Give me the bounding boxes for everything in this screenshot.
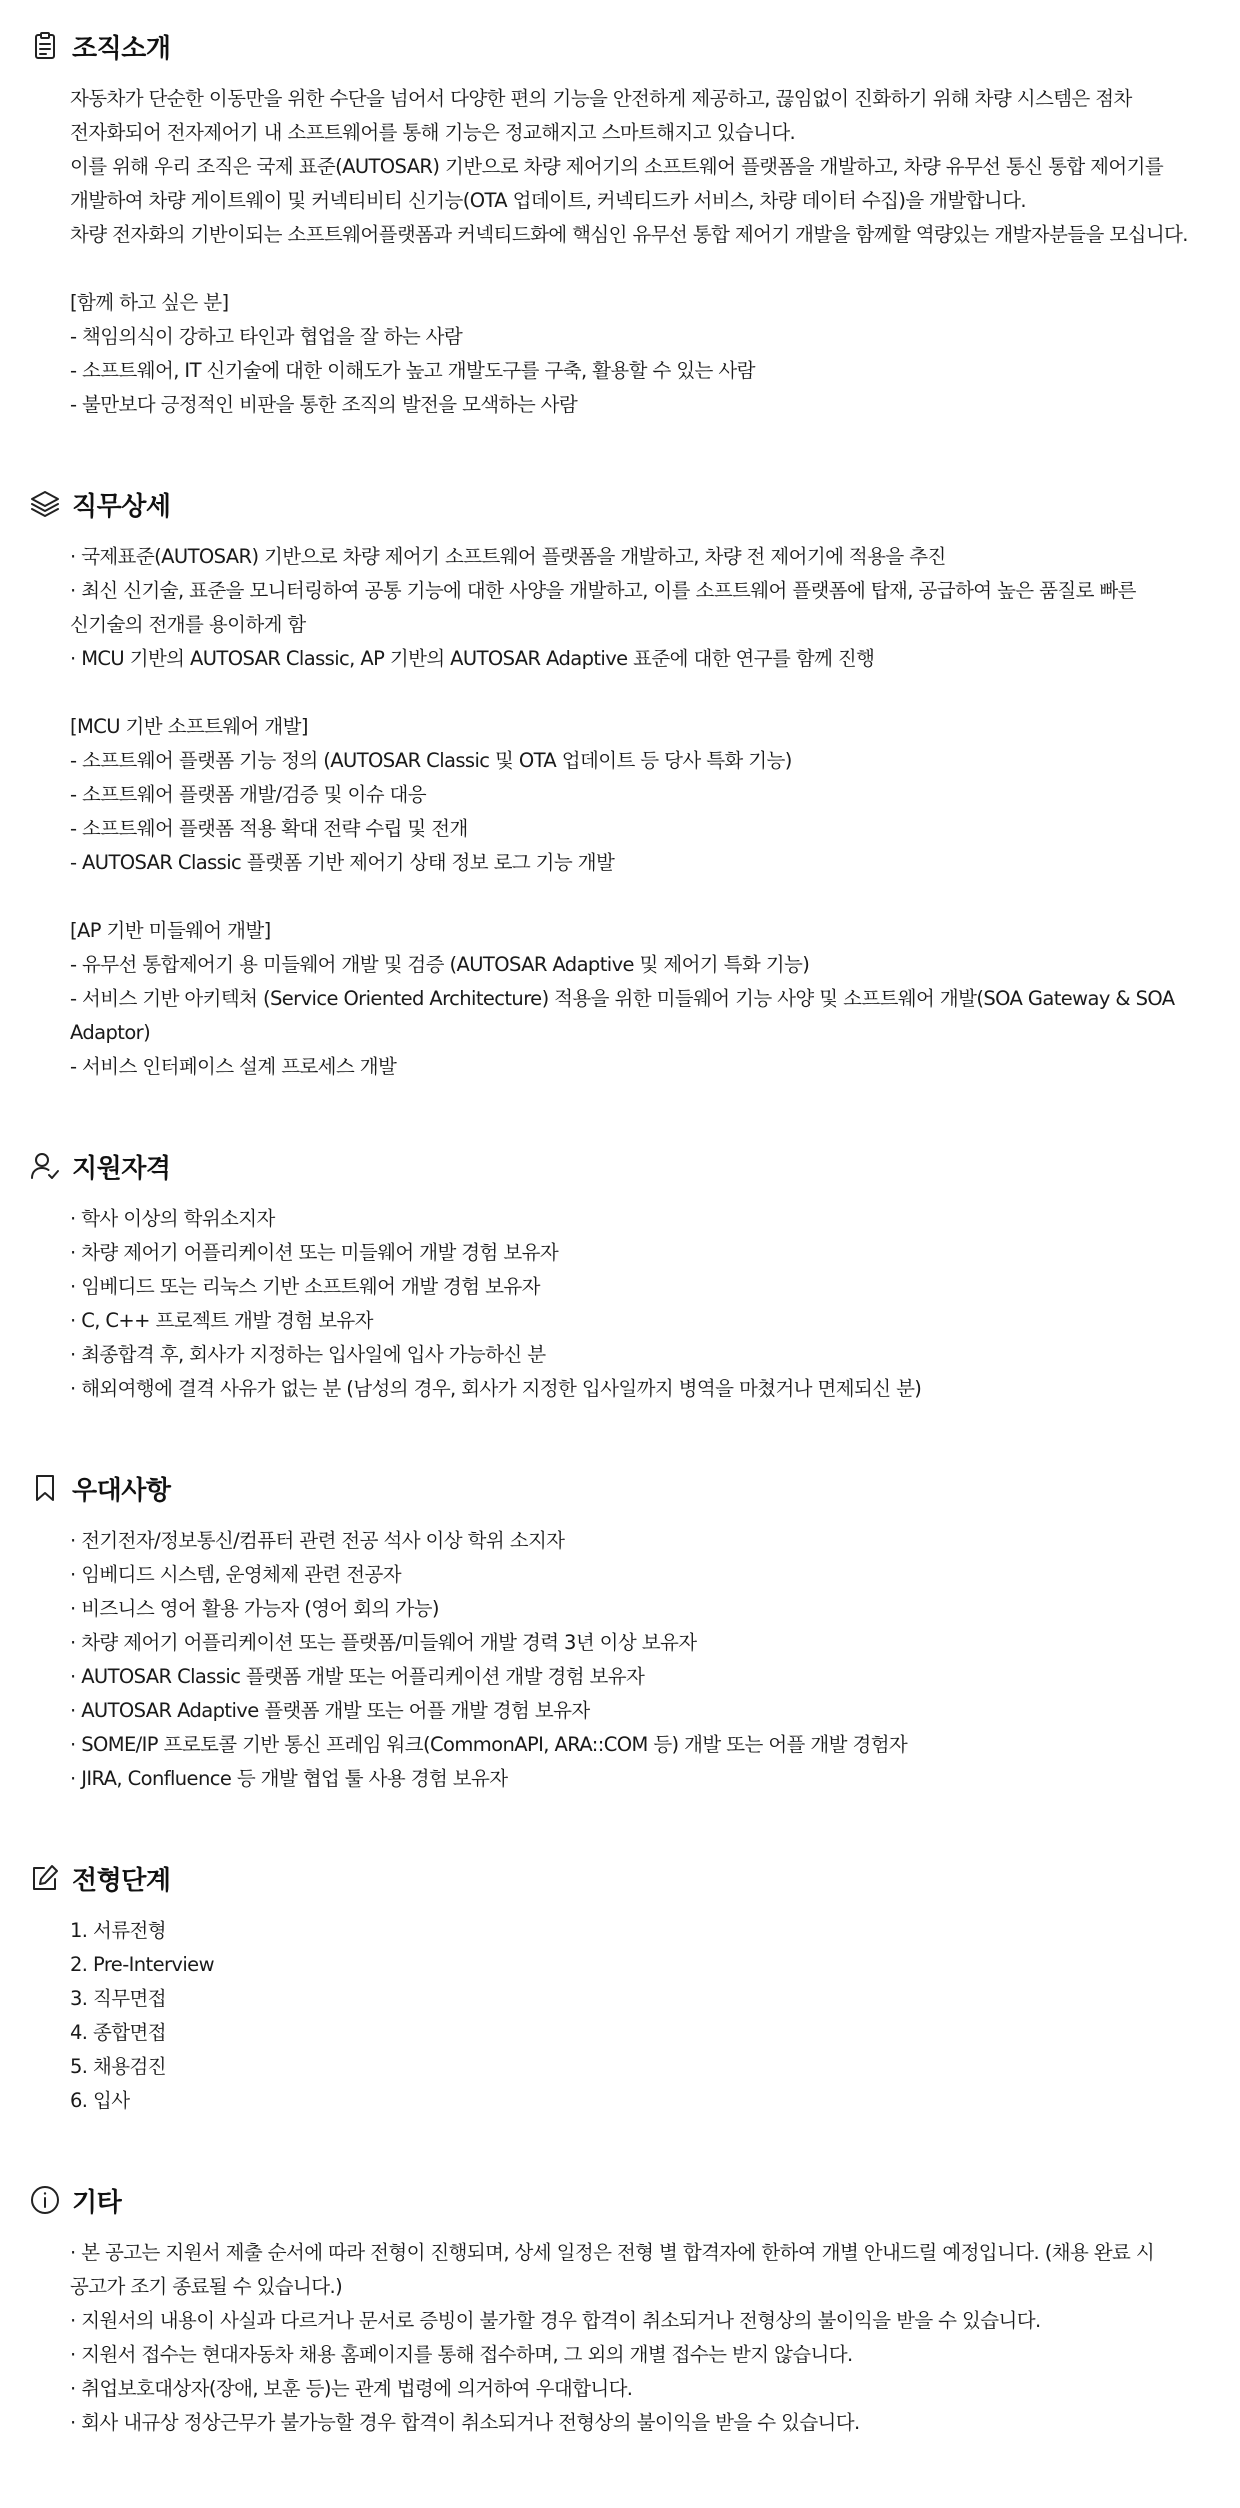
- list-item: · 본 공고는 지원서 제출 순서에 따라 전형이 진행되며, 상세 일정은 전형 별 합격자에 한하여 개별 안내드릴 예정입니다. (채용 완료 시: [70, 2241, 1155, 2264]
- list-item: - 소프트웨어 플랫폼 적용 확대 전략 수립 및 전개: [70, 817, 468, 840]
- clipboard-icon: [28, 29, 62, 63]
- list-item: · 최종합격 후, 회사가 지정하는 입사일에 입사 가능하신 분: [70, 1343, 546, 1366]
- section-org: [0, 22, 1240, 422]
- text-line: 전자화되어 전자제어기 내 소프트웨어를 통해 기능은 정교해지고 스마트해지고 있습니다.: [70, 121, 796, 144]
- section-header: [0, 480, 1240, 528]
- section-process: [0, 1854, 1240, 2118]
- section-title: 전형단계: [72, 1865, 171, 1896]
- text-line: 이를 위해 우리 조직은 국제 표준(AUTOSAR) 기반으로 차량 제어기의 소프트웨어 플랫폼을 개발하고, 차량 유무선 통신 통합 제어기를: [70, 155, 1164, 178]
- list-item: · 취업보호대상자(장애, 보훈 등)는 관계 법령에 의거하여 우대합니다.: [70, 2377, 633, 2400]
- list-item: - AUTOSAR Classic 플랫폼 기반 제어기 상태 정보 로그 기능 개발: [70, 851, 615, 874]
- list-item: · SOME/IP 프로토콜 기반 통신 프레임 워크(CommonAPI, ARA::COM 등) 개발 또는 어플 개발 경험자: [70, 1733, 908, 1756]
- list-item: · 최신 신기술, 표준을 모니터링하여 공통 기능에 대한 사양을 개발하고, 이를 소프트웨어 플랫폼에 탑재, 공급하여 높은 품질로 빠른: [70, 579, 1136, 602]
- list-item: 6. 입사: [70, 2089, 130, 2112]
- subheading: [AP 기반 미들웨어 개발]: [70, 919, 271, 942]
- section-body: [0, 2236, 1240, 2440]
- section-body: [0, 1202, 1240, 1406]
- list-item: · 임베디드 또는 리눅스 기반 소프트웨어 개발 경험 보유자: [70, 1275, 540, 1298]
- section-title: 직무상세: [72, 491, 171, 522]
- list-item: · 해외여행에 결격 사유가 없는 분 (남성의 경우, 회사가 지정한 입사일까지 병역을 마쳤거나 면제되신 분): [70, 1377, 922, 1400]
- list-item: · JIRA, Confluence 등 개발 협업 툴 사용 경험 보유자: [70, 1767, 508, 1790]
- list-item: - 소프트웨어, IT 신기술에 대한 이해도가 높고 개발도구를 구축, 활용할 수 있는 사람: [70, 359, 755, 382]
- spacer: [70, 252, 1220, 286]
- list-item: - 소프트웨어 플랫폼 기능 정의 (AUTOSAR Classic 및 OTA 업데이트 등 당사 특화 기능): [70, 749, 792, 772]
- section-header: [0, 2176, 1240, 2224]
- list-item: · 임베디드 시스템, 운영체제 관련 전공자: [70, 1563, 401, 1586]
- list-item: · 지원서의 내용이 사실과 다르거나 문서로 증빙이 불가할 경우 합격이 취소되거나 전형상의 불이익을 받을 수 있습니다.: [70, 2309, 1041, 2332]
- section-qualifications: [0, 1142, 1240, 1406]
- section-title: 조직소개: [72, 33, 171, 64]
- list-item: · 회사 내규상 정상근무가 불가능할 경우 합격이 취소되거나 전형상의 불이익을 받을 수 있습니다.: [70, 2411, 860, 2434]
- section-etc: [0, 2176, 1240, 2440]
- section-header: [0, 22, 1240, 70]
- list-item: · C, C++ 프로젝트 개발 경험 보유자: [70, 1309, 373, 1332]
- list-item: - 불만보다 긍정적인 비판을 통한 조직의 발전을 모색하는 사람: [70, 393, 578, 416]
- text-line: 공고가 조기 종료될 수 있습니다.): [70, 2275, 343, 2298]
- list-item: 3. 직무면접: [70, 1987, 166, 2010]
- section-header: [0, 1854, 1240, 1902]
- section-body: [0, 82, 1240, 422]
- list-item: · 국제표준(AUTOSAR) 기반으로 차량 제어기 소프트웨어 플랫폼을 개발하고, 차량 전 제어기에 적용을 추진: [70, 545, 946, 568]
- list-item: - 소프트웨어 플랫폼 개발/검증 및 이슈 대응: [70, 783, 427, 806]
- list-item: · 학사 이상의 학위소지자: [70, 1207, 275, 1230]
- section-preferred: [0, 1464, 1240, 1796]
- list-item: - 책임의식이 강하고 타인과 협업을 잘 하는 사람: [70, 325, 463, 348]
- edit-icon: [28, 1861, 62, 1895]
- list-item: 5. 채용검진: [70, 2055, 166, 2078]
- list-item: 1. 서류전형: [70, 1919, 166, 1942]
- section-header: [0, 1142, 1240, 1190]
- spacer: [70, 676, 1220, 710]
- info-icon: [28, 2183, 62, 2217]
- text-line: 개발하여 차량 게이트웨이 및 커넥티비티 신기능(OTA 업데이트, 커넥티드카 서비스, 차량 데이터 수집)을 개발합니다.: [70, 189, 1026, 212]
- section-body: [0, 1524, 1240, 1796]
- list-item: · 전기전자/정보통신/컴퓨터 관련 전공 석사 이상 학위 소지자: [70, 1529, 565, 1552]
- list-item: · MCU 기반의 AUTOSAR Classic, AP 기반의 AUTOSAR Adaptive 표준에 대한 연구를 함께 진행: [70, 647, 875, 670]
- list-item: · 비즈니스 영어 활용 가능자 (영어 회의 가능): [70, 1597, 439, 1620]
- section-title: 우대사항: [72, 1475, 171, 1506]
- list-item: · 차량 제어기 어플리케이션 또는 미들웨어 개발 경험 보유자: [70, 1241, 559, 1264]
- section-body: [0, 1914, 1240, 2118]
- list-item: · 차량 제어기 어플리케이션 또는 플랫폼/미들웨어 개발 경력 3년 이상 보유자: [70, 1631, 697, 1654]
- section-title: 기타: [72, 2187, 122, 2218]
- spacer: [70, 880, 1220, 914]
- list-item: - 서비스 인터페이스 설계 프로세스 개발: [70, 1055, 397, 1078]
- section-duty: [0, 480, 1240, 1084]
- text-line: 차량 전자화의 기반이되는 소프트웨어플랫폼과 커넥티드화에 핵심인 유무선 통합 제어기 개발을 함께할 역량있는 개발자분들을 모십니다.: [70, 223, 1188, 246]
- list-item: - 서비스 기반 아키텍처 (Service Oriented Architecture) 적용을 위한 미들웨어 기능 사양 및 소프트웨어 개발(SOA Gateway & SOA: [70, 987, 1175, 1010]
- list-item: · AUTOSAR Adaptive 플랫폼 개발 또는 어플 개발 경험 보유자: [70, 1699, 590, 1722]
- section-body: [0, 540, 1240, 1084]
- list-item: - 유무선 통합제어기 용 미들웨어 개발 및 검증 (AUTOSAR Adaptive 및 제어기 특화 기능): [70, 953, 810, 976]
- list-item: 2. Pre-Interview: [70, 1953, 214, 1976]
- bookmark-icon: [28, 1471, 62, 1505]
- user-check-icon: [28, 1149, 62, 1183]
- text-line: 자동차가 단순한 이동만을 위한 수단을 넘어서 다양한 편의 기능을 안전하게 제공하고, 끊임없이 진화하기 위해 차량 시스템은 점차: [70, 87, 1132, 110]
- text-line: Adaptor): [70, 1021, 151, 1044]
- section-title: 지원자격: [72, 1153, 171, 1184]
- list-item: · 지원서 접수는 현대자동차 채용 홈페이지를 통해 접수하며, 그 외의 개별 접수는 받지 않습니다.: [70, 2343, 853, 2366]
- subheading: [함께 하고 싶은 분]: [70, 291, 229, 314]
- layers-icon: [28, 487, 62, 521]
- text-line: 신기술의 전개를 용이하게 함: [70, 613, 306, 636]
- list-item: · AUTOSAR Classic 플랫폼 개발 또는 어플리케이션 개발 경험 보유자: [70, 1665, 645, 1688]
- section-header: [0, 1464, 1240, 1512]
- subheading: [MCU 기반 소프트웨어 개발]: [70, 715, 308, 738]
- list-item: 4. 종합면접: [70, 2021, 166, 2044]
